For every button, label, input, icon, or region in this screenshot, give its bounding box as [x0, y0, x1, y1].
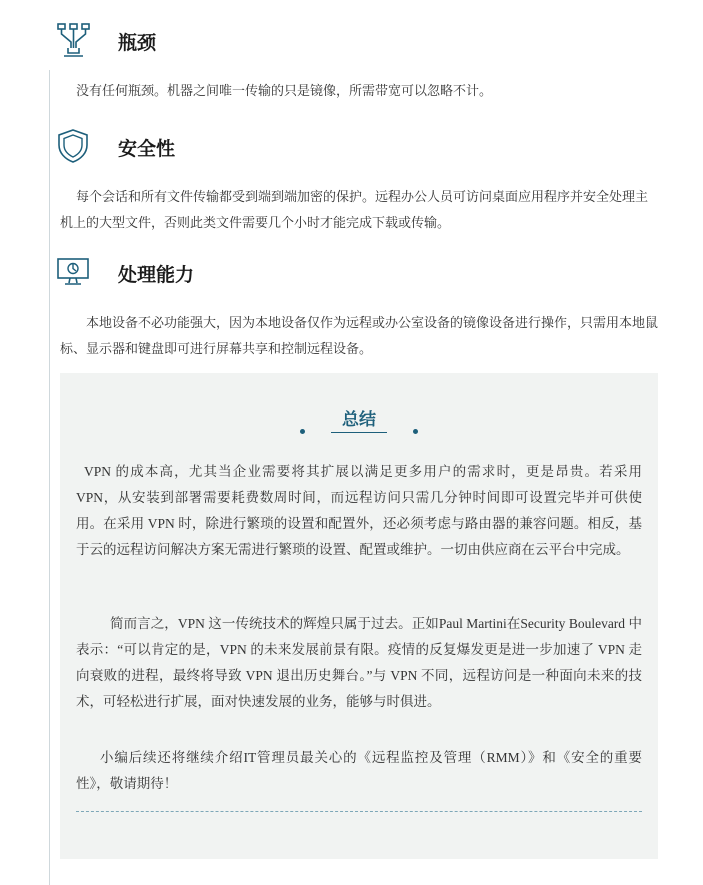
left-border-line — [49, 70, 50, 885]
summary-paragraph-2: 简而言之，VPN 这一传统技术的辉煌只属于过去。正如Paul Martini在Security Boulevard 中表示：“可以肯定的是，VPN 的未来发展前景有限。疫情的反复爆发更是进一步加速了 VPN 走向衰败的进程，最终将导致 VPN 退出历史舞台。”与 VPN 不同，远程访问是一种面向未来的技术，可轻松进行扩展，面对快速发展的业务，能够与时俱进。 — [76, 616, 642, 709]
processing-text: 本地设备不必功能强大，因为本地设备仅作为远程或办公室设备的镜像设备进行操作，只需用本地鼠标、显示器和键盘即可进行屏幕共享和控制远程设备。 — [60, 316, 659, 357]
shield-icon — [56, 128, 92, 164]
summary-title-underline — [331, 432, 387, 433]
summary-box — [60, 373, 658, 859]
summary-paragraph-1: VPN 的成本高，尤其当企业需要将其扩展以满足更多用户的需求时，更是昂贵。若采用 VPN，从安装到部署需要耗费数周时间，而远程访问只需几分钟时间即可设置完毕并可供使用。在采用 VPN 时，除进行繁琐的设置和配置外，还必须考虑与路由器的兼容问题。相反，基于云的远程访问解决方案无需进行繁琐的设置、配置或维护。一切由供应商在云平台中完成。 — [76, 464, 642, 557]
bottleneck-header — [0, 22, 300, 62]
network-bottleneck-icon — [56, 22, 92, 58]
security-title: 安全性 — [118, 138, 176, 160]
monitor-icon — [56, 254, 92, 290]
security-text: 每个会话和所有文件传输都受到端到端加密的保护。远程办公人员可访问桌面应用程序并安全处理主机上的大型文件，否则此类文件需要几个小时才能完成下载或传输。 — [60, 190, 649, 231]
summary-right-dot — [413, 429, 418, 434]
summary-paragraph-3: 小编后续还将继续介绍IT管理员最关心的《远程监控及管理（RMM）》和《安全的重要性》，敬请期待！ — [76, 750, 642, 791]
summary-title: 总结 — [342, 410, 376, 430]
bottleneck-title: 瓶颈 — [118, 32, 157, 54]
summary-left-dot — [300, 429, 305, 434]
processing-header — [0, 254, 300, 294]
bottleneck-text: 没有任何瓶颈。机器之间唯一传输的只是镜像，所需带宽可以忽略不计。 — [76, 84, 493, 99]
processing-title: 处理能力 — [118, 264, 195, 286]
summary-dashed-divider — [76, 811, 642, 812]
security-header — [0, 128, 300, 168]
